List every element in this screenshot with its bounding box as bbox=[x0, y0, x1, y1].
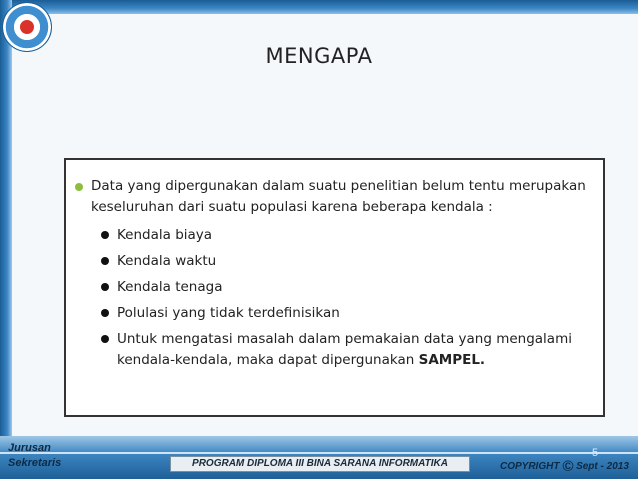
department-line-2: Sekretaris bbox=[8, 457, 62, 469]
green-bullet-icon bbox=[75, 183, 83, 191]
copyright-label bbox=[500, 458, 629, 475]
bullet-icon bbox=[101, 309, 109, 317]
footer-stripe bbox=[0, 452, 638, 454]
copyright-date: Sept - 2013 bbox=[576, 461, 629, 472]
department-label bbox=[8, 441, 61, 471]
copyright-symbol: © bbox=[562, 458, 574, 475]
sub-bullet-text: Kendala biaya bbox=[117, 227, 213, 243]
sub-bullet-text: Untuk mengatasi masalah dalam pemakaian data yang mengalami kendala-kendala, maka dapat dipergunakan bbox=[117, 331, 572, 368]
slide-title: MENGAPA bbox=[265, 44, 373, 68]
bullet-icon bbox=[101, 335, 109, 343]
top-frame-bar bbox=[0, 0, 638, 14]
bullet-icon bbox=[101, 283, 109, 291]
bullet-icon bbox=[101, 257, 109, 265]
sampel-keyword: SAMPEL. bbox=[418, 352, 486, 368]
sub-bullet-text: Polulasi yang tidak terdefinisikan bbox=[117, 305, 340, 321]
department-line-1: Jurusan bbox=[8, 442, 51, 454]
sub-bullet-item bbox=[101, 303, 600, 324]
main-bullet-item bbox=[75, 176, 600, 218]
main-bullet-text: Data yang dipergunakan dalam suatu penelitian belum tentu merupakan keseluruhan dari suatu populasi karena beberapa kendala : bbox=[91, 178, 586, 215]
bullet-icon bbox=[101, 231, 109, 239]
logo-emblem bbox=[18, 18, 36, 36]
sub-bullet-text: Kendala waktu bbox=[117, 253, 217, 269]
sub-bullet-item bbox=[101, 251, 600, 272]
sub-bullet-text: Kendala tenaga bbox=[117, 279, 223, 295]
sub-bullet-list bbox=[75, 225, 600, 371]
content-text bbox=[75, 176, 600, 376]
sub-bullet-item bbox=[101, 329, 600, 371]
sub-bullet-item bbox=[101, 225, 600, 246]
program-label: PROGRAM DIPLOMA III BINA SARANA INFORMATIKA bbox=[170, 456, 470, 472]
sub-bullet-item bbox=[101, 277, 600, 298]
page-number: 5 bbox=[592, 447, 599, 459]
copyright-text: COPYRIGHT bbox=[500, 461, 560, 472]
